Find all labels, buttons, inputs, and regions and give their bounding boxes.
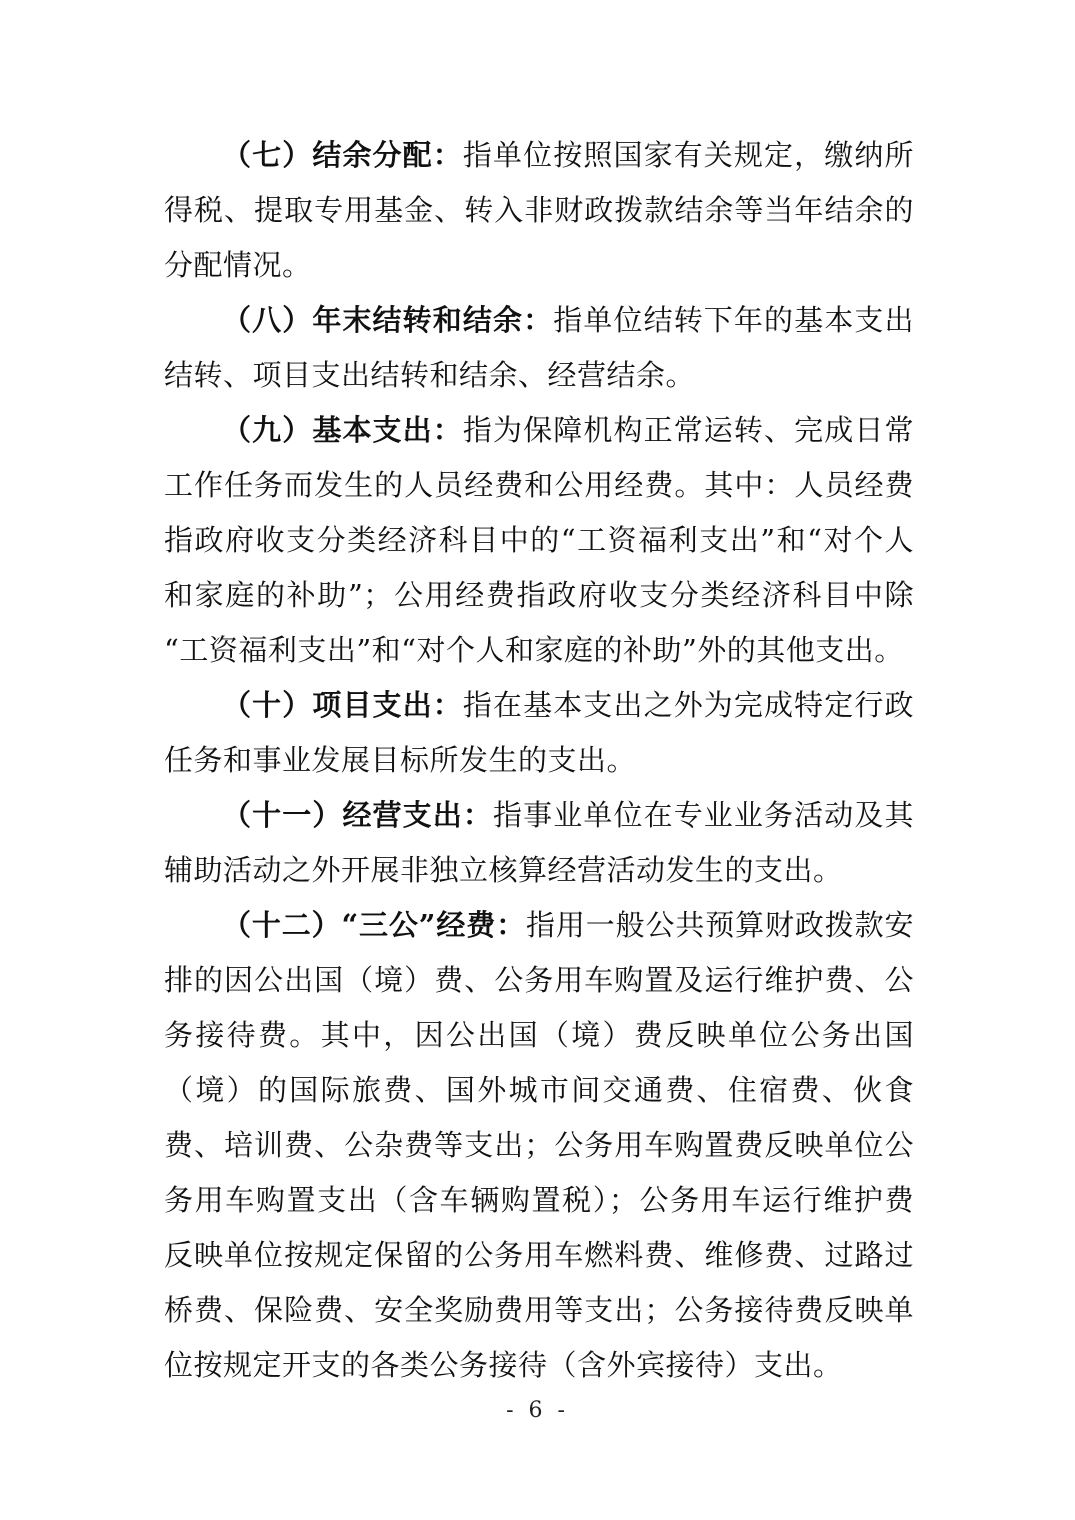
paragraph-body: 指事业单位在专业业务活动及其辅助活动之外开展非独立核算经营活动发生的支出。 xyxy=(164,798,914,887)
paragraph-heading: （九）基本支出： xyxy=(222,413,463,447)
paragraph-heading: （七）结余分配： xyxy=(222,138,463,172)
paragraph-body: 指为保障机构正常运转、完成日常工作任务而发生的人员经费和公用经费。其中：人员经费指政府收支分类经济科目中的“工资福利支出”和“对个人和家庭的补助”；公用经费指政府收支分类经济科目中除“工资福利支出”和“对个人和家庭的补助”外的其他支出。 xyxy=(164,413,914,667)
paragraph-heading: （十一）经营支出： xyxy=(222,798,494,832)
definitions-section xyxy=(164,128,914,1393)
paragraph-heading: （十）项目支出： xyxy=(222,688,463,722)
paragraph-body: 指在基本支出之外为完成特定行政任务和事业发展目标所发生的支出。 xyxy=(164,688,914,777)
paragraph-body: 指单位结转下年的基本支出结转、项目支出结转和结余、经营结余。 xyxy=(164,303,914,392)
paragraph-body: 指单位按照国家有关规定，缴纳所得税、提取专用基金、转入非财政拨款结余等当年结余的分配情况。 xyxy=(164,138,914,282)
page-footer xyxy=(0,1398,1075,1423)
paragraph-heading: （八）年末结转和结余： xyxy=(222,303,554,337)
page-number: - 6 - xyxy=(506,1398,569,1423)
paragraph-heading: （十二）“三公”经费： xyxy=(222,908,526,942)
paragraph-yearend-carryover xyxy=(164,293,914,403)
paragraph-basic-expenditure xyxy=(164,403,914,678)
paragraph-body: 指用一般公共预算财政拨款安排的因公出国（境）费、公务用车购置及运行维护费、公务接待费。其中，因公出国（境）费反映单位公务出国（境）的国际旅费、国外城市间交通费、住宿费、伙食费、培训费、公杂费等支出；公务用车购置费反映单位公务用车购置支出（含车辆购置税）；公务用车运行维护费反映单位按规定保留的公务用车燃料费、维修费、过路过桥费、保险费、安全奖励费用等支出；公务接待费反映单位按规定开支的各类公务接待（含外宾接待）支出。 xyxy=(164,908,914,1382)
paragraph-three-public-funds xyxy=(164,898,914,1393)
paragraph-operating-expenditure xyxy=(164,788,914,898)
paragraph-surplus-distribution xyxy=(164,128,914,293)
paragraph-project-expenditure xyxy=(164,678,914,788)
